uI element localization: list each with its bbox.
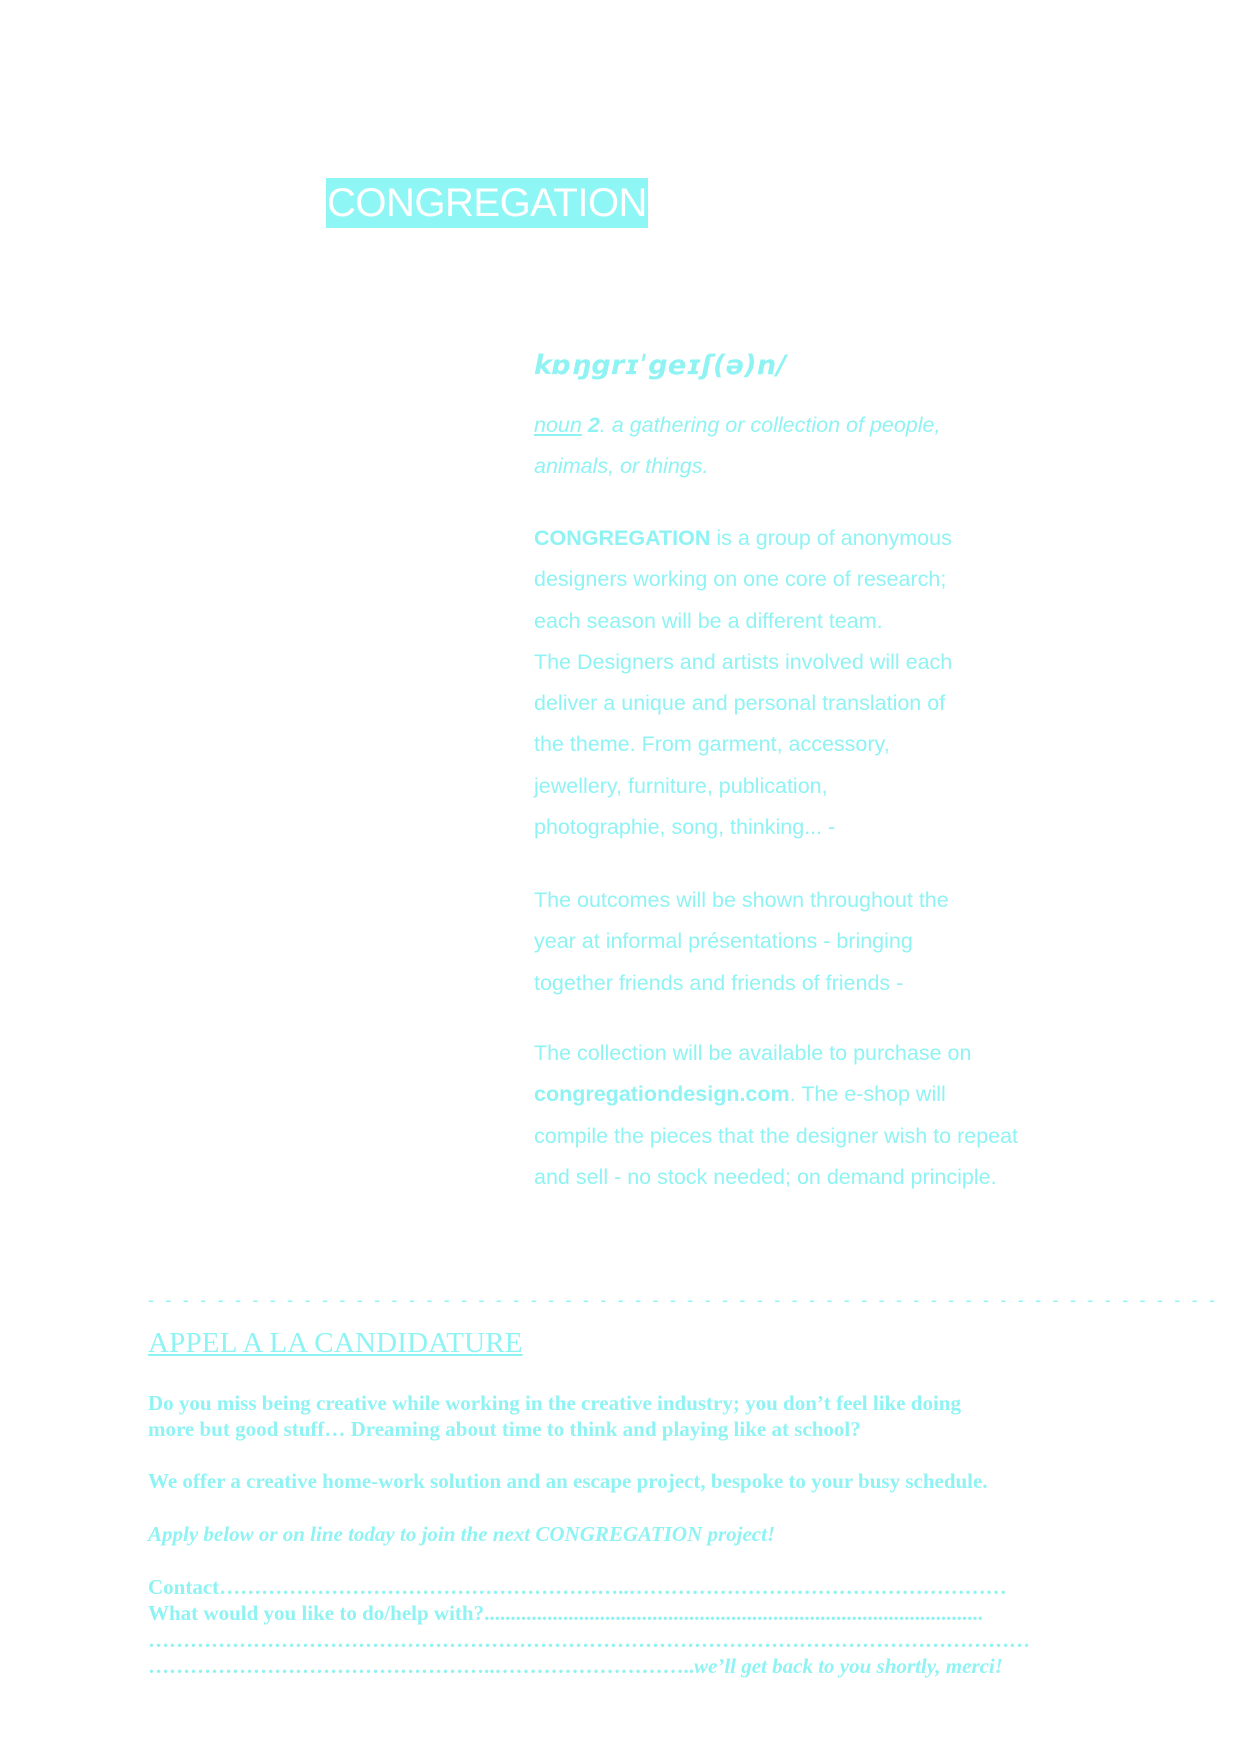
dashed-divider: - - - - - - - - - - - - - - - - - - - - - - - - - - - - - - - - - - - - - - - - - - - - - - - - - - - - - - - - - - - - - - — [148, 1290, 1219, 1310]
about-line: the theme. From garment, accessory, — [534, 732, 890, 757]
contact-field[interactable]: Contact…………………………………………………..……………………………………………… — [148, 1575, 1007, 1599]
about-line: The outcomes will be shown throughout the — [534, 888, 949, 912]
help-field-continuation[interactable]: ……………………………………………………………………………………………………………… — [148, 1628, 1030, 1652]
about-line: each season will be a different team. — [534, 608, 883, 633]
about-paragraph-2 — [534, 880, 1064, 1004]
definition-meaning-line1: . a gathering or collection of people, — [599, 413, 941, 437]
about-line: The Designers and artists involved will each — [534, 649, 953, 674]
pitch-line: Do you miss being creative while working in the creative industry; you don’t feel like doing — [148, 1391, 961, 1415]
about-line: together friends and friends of friends - — [534, 970, 904, 995]
about-line: The collection will be available to purchase on — [534, 1041, 972, 1065]
brand-name: CONGREGATION — [534, 526, 711, 550]
part-of-speech: noun — [534, 413, 582, 437]
about-line: is a group of anonymous — [710, 526, 952, 550]
closing-line — [148, 1653, 1098, 1680]
definition-meaning-line2: animals, or things. — [534, 454, 709, 478]
about-line: photographie, song, thinking... - — [534, 815, 836, 840]
call-pitch-2: We offer a creative home-work solution and an escape project, bespoke to your busy schedule. — [148, 1469, 988, 1493]
about-line: year at informal présentations - bringing — [534, 929, 913, 954]
about-line: compile the pieces that the designer wish to repeat — [534, 1123, 1019, 1148]
pitch-line: more but good stuff… Dreaming about time to think and playing like at school? — [148, 1417, 861, 1441]
definition — [534, 405, 1064, 487]
about-paragraph-1 — [534, 518, 1064, 848]
closing-dots[interactable]: …………………………………………..……………………….. — [148, 1654, 694, 1678]
about-line: and sell - no stock needed; on demand principle. — [534, 1164, 997, 1189]
about-line: designers working on one core of research; — [534, 567, 947, 592]
about-paragraph-3 — [534, 1033, 1064, 1198]
about-line: jewellery, furniture, publication, — [534, 773, 828, 798]
about-line: . The e-shop will — [789, 1082, 946, 1107]
call-heading: APPEL A LA CANDIDATURE — [148, 1327, 523, 1359]
phonetic-transcription: kɒŋgrɪˈgeɪʃ(ə)n/ — [534, 350, 787, 381]
closing-message: we’ll get back to you shortly, merci! — [694, 1654, 1003, 1678]
help-field[interactable]: What would you like to do/help with?............................................................................................... — [148, 1601, 983, 1625]
call-pitch-1 — [148, 1390, 1098, 1442]
call-pitch-3: Apply below or on line today to join the next CONGREGATION project! — [148, 1522, 776, 1546]
about-line: deliver a unique and personal translation of — [534, 691, 946, 716]
website-link[interactable]: congregationdesign.com — [534, 1082, 790, 1107]
page-title: CONGREGATION — [326, 178, 648, 228]
definition-number: 2 — [587, 413, 600, 437]
